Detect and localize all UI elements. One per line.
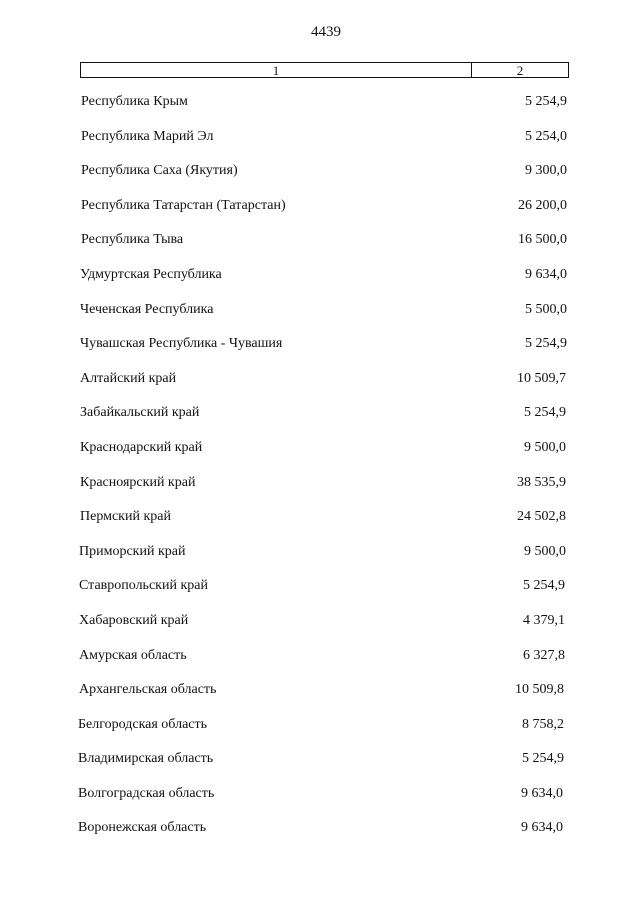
region-name: Воронежская область [78,820,207,836]
region-name: Удмуртская Республика [80,266,222,282]
region-value: 9 634,0 [525,266,567,282]
table-row [0,646,640,681]
region-name: Ставропольский край [79,578,208,594]
table-row [0,749,640,784]
table-row [0,92,640,127]
region-name: Забайкальский край [80,405,200,421]
region-name: Республика Саха (Якутия) [81,163,238,179]
region-value: 8 758,2 [522,716,564,732]
table-header [80,62,569,78]
region-value: 5 254,9 [525,94,567,109]
region-value: 5 254,9 [523,578,565,594]
region-value: 26 200,0 [518,197,567,213]
region-value: 6 327,8 [523,647,565,663]
table-row [0,784,640,819]
table-header-column-1: 1 [81,63,472,77]
table-row [0,403,640,438]
table-row [0,369,640,404]
region-value: 10 509,7 [517,370,566,386]
page-number: 4439 [311,24,341,40]
region-value: 9 300,0 [525,163,567,179]
region-value: 16 500,0 [518,232,567,248]
region-name: Волгоградская область [78,785,215,801]
region-value: 4 379,1 [523,612,565,628]
region-name: Краснодарский край [80,439,203,455]
region-value: 9 634,0 [521,820,563,836]
table-row [0,230,640,265]
table-row [0,300,640,335]
region-name: Республика Крым [81,94,188,109]
region-name: Республика Татарстан (Татарстан) [81,197,286,213]
region-value: 5 500,0 [525,301,567,317]
table-row [0,473,640,508]
table-row [0,127,640,162]
region-name: Красноярский край [80,474,196,490]
region-value: 5 254,9 [525,336,567,352]
region-value: 5 254,0 [525,128,567,144]
region-name: Республика Тыва [81,232,184,248]
table-row [0,196,640,231]
table-row [0,576,640,611]
table-row [0,161,640,196]
table-body [0,92,640,853]
table-row [0,680,640,715]
table-row [0,818,640,853]
region-name: Белгородская область [78,716,208,732]
region-name: Чеченская Республика [80,301,214,317]
region-value: 24 502,8 [517,509,566,525]
region-name: Пермский край [80,509,171,525]
region-name: Владимирская область [78,751,214,767]
table-row [0,715,640,750]
table-row [0,438,640,473]
region-value: 9 500,0 [524,439,566,455]
region-value: 5 254,9 [524,405,566,421]
table-row [0,265,640,300]
region-value: 9 634,0 [521,785,563,801]
region-name: Республика Марий Эл [81,128,214,144]
region-name: Хабаровский край [79,612,189,628]
region-value: 9 500,0 [524,543,566,559]
table-row [0,334,640,369]
region-value: 38 535,9 [517,474,566,490]
region-name: Чувашская Республика - Чувашия [80,336,283,352]
region-name: Алтайский край [80,370,177,386]
table-row [0,542,640,577]
region-name: Приморский край [79,543,186,559]
region-value: 10 509,8 [515,682,564,698]
table-header-column-2: 2 [516,63,524,78]
region-name: Архангельская область [79,682,217,698]
region-value: 5 254,9 [522,751,564,767]
region-name: Амурская область [79,647,187,663]
table-row [0,611,640,646]
table-row [0,507,640,542]
